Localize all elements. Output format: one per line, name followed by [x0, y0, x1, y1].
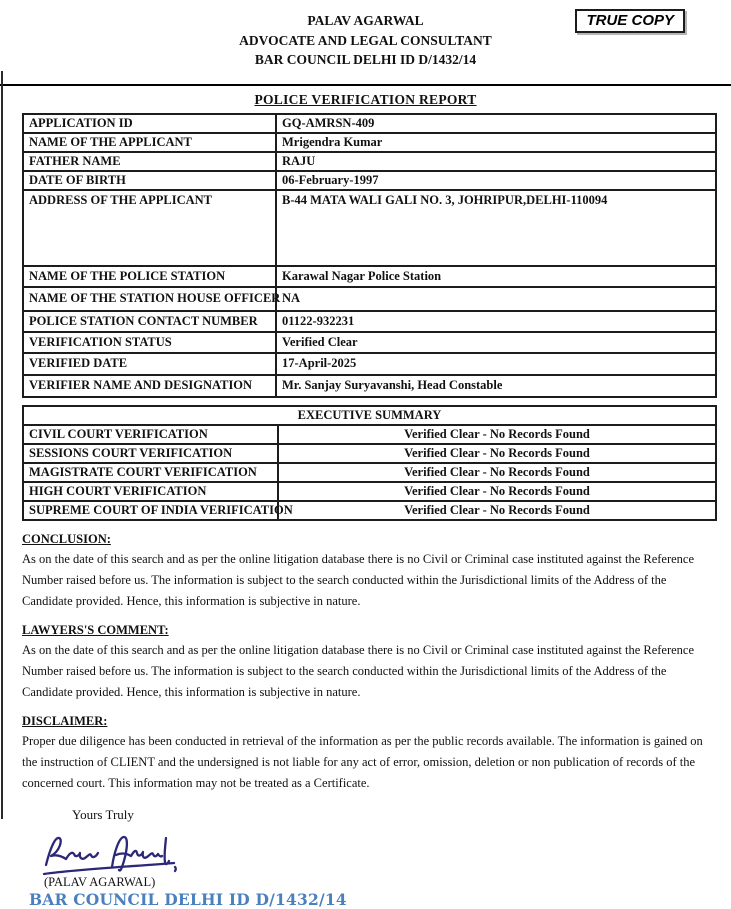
table-row: [23, 375, 716, 397]
conclusion-heading: CONCLUSION:: [22, 531, 111, 546]
table-row: [23, 482, 716, 501]
row-value: Verified Clear - No Records Found: [278, 482, 716, 501]
signature-strokes: [44, 837, 176, 874]
row-value: Verified Clear - No Records Found: [278, 463, 716, 482]
table-row: [23, 311, 716, 332]
row-value: Mr. Sanjay Suryavanshi, Head Constable: [276, 375, 716, 397]
page-left-border: [1, 71, 3, 819]
letterhead-bar-id: BAR COUNCIL DELHI ID D/1432/14: [254, 52, 477, 68]
lawyers-comment-heading: LAWYERS'S COMMENT:: [22, 622, 169, 637]
signature: [34, 825, 731, 877]
letterhead-title: ADVOCATE AND LEGAL CONSULTANT: [239, 32, 492, 48]
row-label: NAME OF THE POLICE STATION: [23, 266, 276, 287]
executive-summary-table: [22, 405, 717, 521]
row-label: APPLICATION ID: [23, 114, 276, 133]
true-copy-stamp: TRUE COPY: [575, 9, 685, 33]
row-label: CIVIL COURT VERIFICATION: [23, 425, 278, 444]
salutation: Yours Truly: [72, 806, 134, 822]
row-value: 01122-932231: [276, 311, 716, 332]
bar-council-line: BAR COUNCIL DELHI ID D/1432/14: [29, 889, 347, 909]
row-label: POLICE STATION CONTACT NUMBER: [23, 311, 276, 332]
table-row: [23, 266, 716, 287]
details-table: [22, 113, 717, 398]
row-value: NA: [276, 287, 716, 311]
table-row: [23, 114, 716, 133]
row-value: Verified Clear - No Records Found: [278, 444, 716, 463]
disclaimer-body: Proper due diligence has been conducted in retrieval of the information as per the public records available. The information is gained on the instruction of CLIENT and the undersigned is not liable for any act of error, omission, deletion or non publication of records of the concerned court. This information may not be treated as a Certificate.: [22, 733, 703, 790]
disclaimer-heading: DISCLAIMER:: [22, 713, 108, 728]
table-row: [23, 444, 716, 463]
table-row: [23, 133, 716, 152]
row-label: HIGH COURT VERIFICATION: [23, 482, 278, 501]
row-label: NAME OF THE APPLICANT: [23, 133, 276, 152]
row-value: B-44 MATA WALI GALI NO. 3, JOHRIPUR,DELHI-110094: [276, 190, 716, 266]
row-label: ADDRESS OF THE APPLICANT: [23, 190, 276, 266]
row-value: Verified Clear - No Records Found: [278, 425, 716, 444]
header-divider: [0, 84, 731, 86]
conclusion-section: [22, 532, 717, 612]
row-label: MAGISTRATE COURT VERIFICATION: [23, 463, 278, 482]
row-label: VERIFICATION STATUS: [23, 332, 276, 353]
disclaimer-section: [22, 714, 717, 794]
table-row: [23, 501, 716, 520]
table-row: [23, 463, 716, 482]
row-label: VERIFIED DATE: [23, 353, 276, 375]
signatory-name: (PALAV AGARWAL): [44, 874, 156, 889]
row-label: VERIFIER NAME AND DESIGNATION: [23, 375, 276, 397]
table-row: [23, 287, 716, 311]
row-value: RAJU: [276, 152, 716, 171]
row-value: Verified Clear: [276, 332, 716, 353]
handwritten-signature-icon: [34, 825, 184, 877]
lawyers-comment-section: [22, 623, 717, 703]
row-label: SESSIONS COURT VERIFICATION: [23, 444, 278, 463]
executive-summary-title: EXECUTIVE SUMMARY: [23, 406, 716, 425]
table-row: [23, 152, 716, 171]
table-row: [23, 171, 716, 190]
row-label: DATE OF BIRTH: [23, 171, 276, 190]
row-value: Karawal Nagar Police Station: [276, 266, 716, 287]
table-row: [23, 353, 716, 375]
table-row: [23, 332, 716, 353]
row-value: GQ-AMRSN-409: [276, 114, 716, 133]
conclusion-body: As on the date of this search and as per the online litigation database there is no Civil or Criminal case instituted against the Reference Number raised before us. The information is subject to the search conducted within the Jurisdictional limits of the Address of the Candidate provided. Hence, this information is subjective in nature.: [22, 551, 695, 608]
report-title: POLICE VERIFICATION REPORT: [254, 91, 477, 107]
row-value: Mrigendra Kumar: [276, 133, 716, 152]
row-label: SUPREME COURT OF INDIA VERIFICATION: [23, 501, 278, 520]
table-row: [23, 406, 716, 425]
row-label: NAME OF THE STATION HOUSE OFFICER: [23, 287, 276, 311]
row-label: FATHER NAME: [23, 152, 276, 171]
lawyers-comment-body: As on the date of this search and as per the online litigation database there is no Civil or Criminal case instituted against the Reference Number raised before us. The information is subject to the search conducted within the Jurisdictional limits of the Address of the Candidate provided. Hence, this information is subjective in nature.: [22, 642, 695, 699]
table-row: [23, 190, 716, 266]
row-value: 17-April-2025: [276, 353, 716, 375]
letterhead-name: PALAV AGARWAL: [307, 13, 424, 28]
row-value: 06-February-1997: [276, 171, 716, 190]
row-value: Verified Clear - No Records Found: [278, 501, 716, 520]
table-row: [23, 425, 716, 444]
